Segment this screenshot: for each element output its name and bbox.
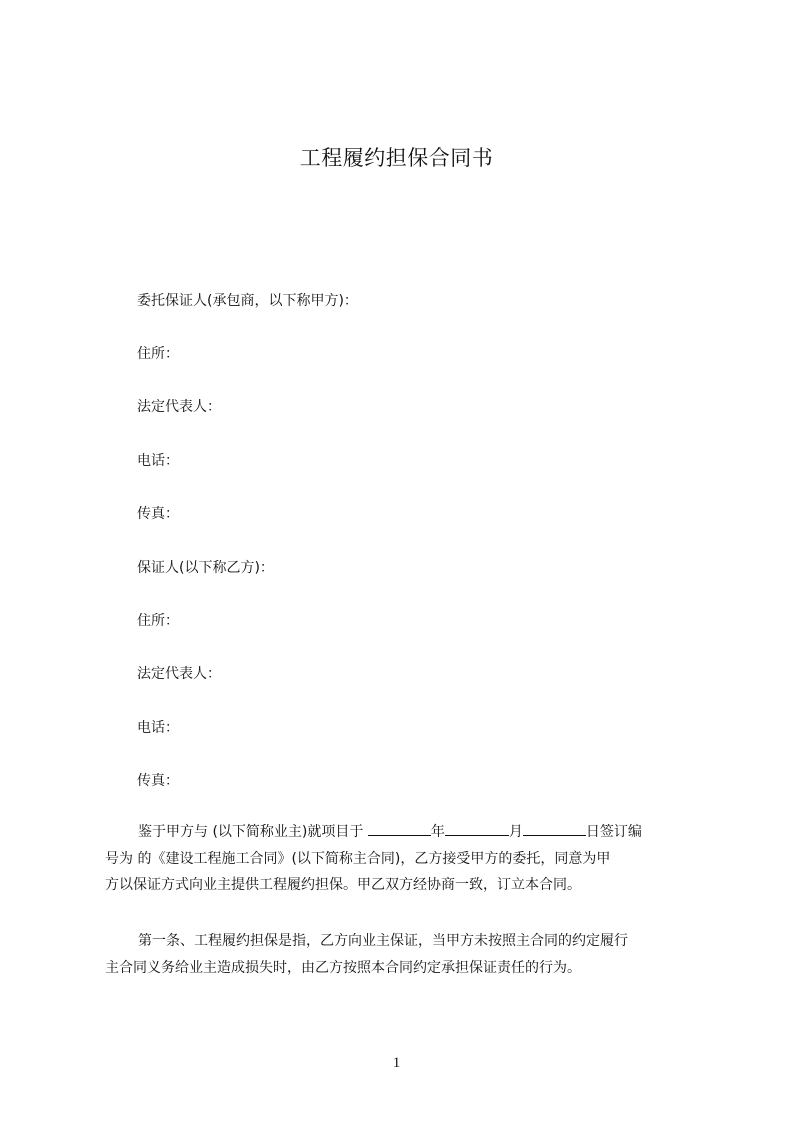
article-1-paragraph xyxy=(105,928,705,981)
preamble-text-a: 鉴于甲方与 (以下简称业主)就项目于 xyxy=(138,824,368,840)
party-b-heading: 保证人(以下称乙方)： xyxy=(137,560,274,576)
blank-line-date-day[interactable] xyxy=(523,821,586,836)
party-a-legal-rep-label: 法定代表人： xyxy=(137,399,221,415)
preamble-text-b: 日签订编 xyxy=(585,824,642,840)
party-a-phone-label: 电话： xyxy=(137,453,179,469)
blank-line-date-month[interactable] xyxy=(445,821,509,836)
party-b-legal-rep-label: 法定代表人： xyxy=(137,666,221,682)
preamble-paragraph xyxy=(105,819,705,899)
document-title: 工程履约担保合同书 xyxy=(299,146,494,170)
blank-line-date-year[interactable] xyxy=(368,821,431,836)
preamble-line-3: 方以保证方式向业主提供工程履约担保。甲乙双方经协商一致，订立本合同。 xyxy=(105,877,581,893)
preamble-line-1 xyxy=(105,819,705,846)
party-a-heading: 委托保证人(承包商，以下称甲方)： xyxy=(137,293,358,309)
page-number: 1 xyxy=(392,1055,401,1071)
article-1-text-1: 第一条、工程履约担保是指，乙方向业主保证，当甲方未按照主合同的约定履行 xyxy=(138,933,628,949)
year-label: 年 xyxy=(430,824,445,840)
party-b-address-label: 住所： xyxy=(137,613,179,629)
party-b-phone-label: 电话： xyxy=(137,720,179,736)
month-label: 月 xyxy=(508,824,523,840)
preamble-line-2: 号为 的《建设工程施工合同》(以下简称主合同)，乙方接受甲方的委托，同意为甲 xyxy=(105,850,611,867)
party-b-fax-label: 传真： xyxy=(137,773,179,789)
article-1-line-1 xyxy=(105,928,705,955)
article-1-line-2: 主合同义务给业主造成损失时，由乙方按照本合同约定承担保证责任的行为。 xyxy=(105,959,581,976)
party-a-fax-label: 传真： xyxy=(137,506,179,522)
party-a-address-label: 住所： xyxy=(137,346,179,362)
